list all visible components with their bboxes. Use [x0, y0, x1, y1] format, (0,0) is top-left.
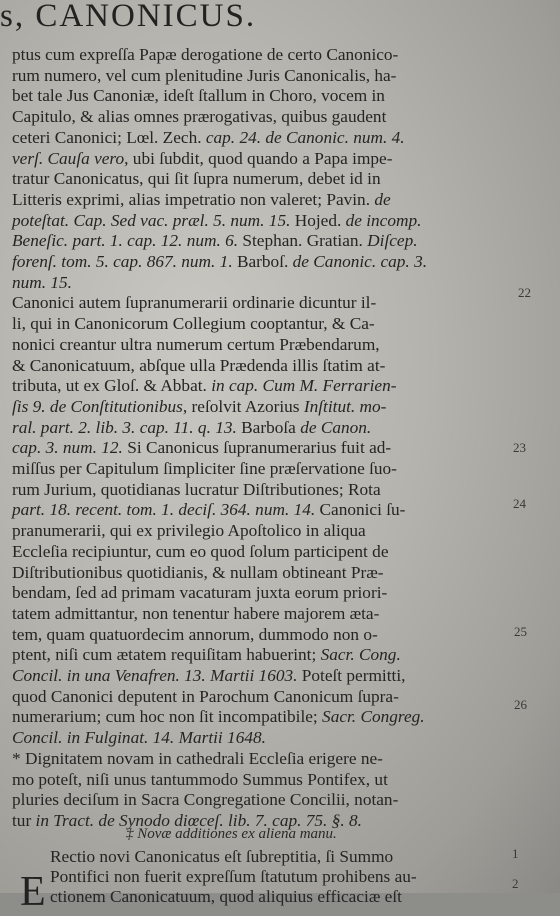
text-run: tatem admittantur, non tenentur habere majorem æta- [12, 603, 380, 623]
italic-citation: in Tract. de Synodo diœceſ. lib. 7. cap. 75. §. 8. [35, 810, 362, 830]
text-run: bet tale Jus Canoniæ, ideſt ſtallum in Choro, vocem in [12, 86, 385, 106]
text-line [12, 624, 378, 646]
text-line [12, 686, 399, 708]
text-line [12, 706, 425, 728]
text-line [12, 230, 418, 252]
text-run: ptus cum expreſſa Papæ derogatione de certo Canonico- [12, 45, 399, 64]
text-run: tributa, ut ex Gloſ. & Abbat. [12, 376, 212, 396]
margin-number: 1 [512, 846, 519, 861]
text-run: ptent, niſi cum ætatem requiſitam habuerint; [12, 645, 321, 665]
text-line [12, 251, 427, 273]
text-run: Canonici autem ſupranumerarii ordinarie dicuntur il- [12, 293, 377, 313]
italic-citation: ſis 9. de Conſtitutionibus [12, 396, 183, 416]
text-line [12, 127, 405, 149]
text-run: Eccleſia recipiuntur, cum eo quod ſolum participent de [12, 541, 389, 561]
italic-citation: ral. part. 2. lib. 3. cap. 11. q. 13. [12, 417, 237, 437]
text-line [12, 148, 392, 170]
text-run: Barboſ. [232, 252, 293, 271]
text-run: , ubi ſubdit, quod quando a Papa impe- [124, 148, 393, 168]
italic-citation: Concil. in una Venafren. 13. Martii 1603. [12, 666, 298, 685]
text-line [12, 417, 371, 439]
italic-citation: Diſcep. [367, 231, 418, 251]
bottom-line: ctionem Canonicatuum, quod aliquius efficaciæ eſt [50, 887, 402, 906]
text-line [12, 313, 375, 335]
text-run: nonici creantur ultra numerum certum Præbendarum, [12, 334, 380, 354]
margin-number: 24 [513, 496, 526, 511]
text-line [12, 292, 376, 314]
italic-citation: de [374, 189, 391, 209]
text-run: ceteri Canonici; Lœl. Zech. [12, 127, 206, 147]
italic-citation: poteſtat. Cap. Sed vac. præl. 5. num. 15. [12, 210, 291, 230]
text-run: rum numero, vel cum plenitudine Juris Canonicalis, ha- [12, 65, 397, 85]
text-run: * Dignitatem novam in cathedrali Eccleſia erigere ne- [12, 748, 383, 768]
text-line [12, 789, 398, 811]
text-line [12, 65, 396, 87]
text-line [12, 355, 385, 377]
text-run: tur [12, 810, 36, 830]
text-run: rum Jurium, quotidianas lucratur Diſtributiones; Rota [12, 479, 381, 499]
text-line [12, 210, 421, 232]
text-run: Capitulo, & alias omnes prærogativas, quibus gaudent [12, 107, 387, 127]
text-run: Litteris exprimi, alias impetratio non valeret; Pavin. [12, 189, 375, 209]
text-run: tratur Canonicatus, qui ſit ſupra numerum, debet id in [12, 169, 381, 189]
text-line [12, 499, 405, 521]
text-line [12, 189, 391, 211]
italic-citation: de incomp. [345, 210, 422, 230]
text-run: & Canonicatuum, abſque ulla Prædenda illis ſtatim at- [12, 355, 386, 375]
note-heading: ‡ Novæ additiones ex aliena manu. [126, 826, 337, 842]
text-run: Hojed. [290, 210, 346, 230]
text-line [12, 520, 366, 542]
italic-citation: Sacr. Congreg. [322, 707, 425, 727]
text-line [12, 44, 398, 66]
italic-citation: de Canon. [300, 417, 372, 437]
text-line [12, 562, 384, 584]
text-run: li, qui in Canonicorum Collegium cooptantur, & Ca- [12, 314, 375, 334]
text-run: pluries deciſum in Sacra Congregatione Concilii, notan- [12, 790, 399, 810]
text-line [12, 769, 388, 791]
italic-citation: cap. 3. num. 12. [12, 438, 123, 458]
italic-citation: part. 18. recent. tom. 1. deciſ. 364. num. 14. [12, 500, 316, 520]
text-line [12, 748, 383, 770]
text-line [12, 582, 387, 604]
text-line [12, 479, 381, 501]
margin-number: 2 [512, 876, 519, 891]
bottom-line: Rectio novi Canonicatus eſt ſubreptitia, ſi Summo [50, 847, 394, 866]
text-line [12, 665, 405, 687]
text-run: Stephan. Gratian. [238, 231, 368, 251]
text-run: Barboſa [236, 417, 301, 437]
text-line [12, 272, 72, 294]
text-run: , reſolvit Azorius [182, 396, 304, 416]
italic-citation: Beneſic. part. 1. cap. 12. num. 6. [12, 231, 239, 251]
text-line [12, 334, 380, 356]
italic-citation: Inſtitut. mo- [303, 396, 387, 416]
text-line [12, 106, 386, 128]
margin-number: 23 [513, 440, 526, 455]
italic-citation: num. 15. [12, 272, 73, 292]
margin-number: 26 [514, 697, 527, 712]
text-line [12, 375, 396, 397]
text-run: Diſtributionibus quotidianis, & nullam obtineant Præ- [12, 562, 384, 582]
running-header: s, CANONICUS. [0, 0, 257, 34]
text-run: quod Canonici deputent in Parochum Canonicum ſupra- [12, 686, 399, 706]
margin-number: 22 [518, 285, 531, 300]
text-run: numerarium; cum hoc non ſit incompatibile; [12, 707, 323, 727]
drop-capital: E [20, 869, 46, 915]
italic-citation: verſ. Cauſa vero [12, 148, 125, 168]
italic-citation: Concil. in Fulginat. 14. Martii 1648. [12, 728, 266, 748]
text-line [12, 85, 385, 107]
text-line [12, 396, 386, 418]
text-run: Poteſt permitti, [297, 666, 406, 685]
text-line [12, 644, 401, 666]
italic-citation: in cap. Cum M. Ferrarien- [211, 376, 397, 396]
text-run: Si Canonicus ſupranumerarius fuit ad- [122, 438, 392, 458]
bottom-line: Pontifici non fuerit expreſſum ſtatutum prohibens au- [50, 867, 417, 886]
italic-citation: cap. 24. de Canonic. num. 4. [205, 127, 405, 147]
italic-citation: de Canonic. cap. 3. [292, 252, 428, 271]
text-line [12, 168, 381, 190]
text-line [12, 541, 388, 563]
text-line [12, 603, 379, 625]
text-run: mo poteſt, niſi unus tantummodo Summus Pontifex, ut [12, 769, 388, 789]
text-run: miſſus per Capitulum ſimpliciter ſine præſervatione ſuo- [12, 459, 397, 478]
text-run: Canonici ſu- [315, 500, 406, 520]
italic-citation: Sacr. Cong. [320, 645, 401, 665]
text-run: bendam, ſed ad primam vacaturam juxta eorum priori- [12, 583, 388, 603]
text-line [12, 437, 391, 459]
text-run: pranumerarii, qui ex privilegio Apoſtolico in aliqua [12, 521, 366, 541]
margin-number: 25 [514, 624, 527, 639]
text-line [12, 727, 266, 749]
text-run: tem, quam quatuordecim annorum, dummodo non o- [12, 624, 378, 644]
text-line [12, 458, 397, 480]
italic-citation: forenſ. tom. 5. cap. 867. num. 1. [12, 252, 233, 271]
